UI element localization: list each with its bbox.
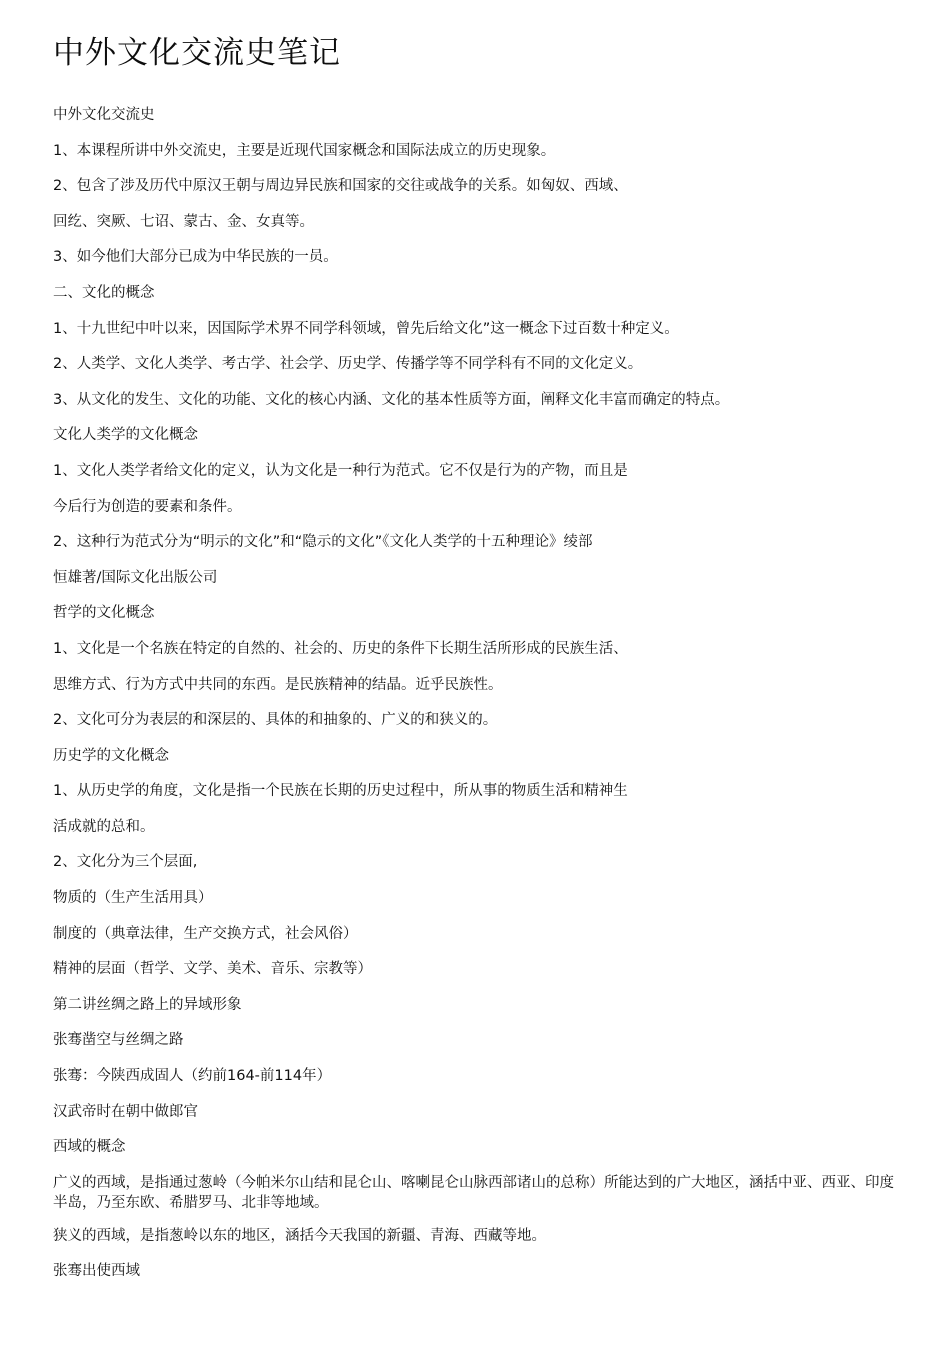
paragraph: 广义的西域，是指通过葱岭（今帕米尔山结和昆仑山、喀喇昆仑山脉西部诸山的总称）所能达到的广大地区，涵括中亚、西亚、印度半岛，乃至东欧、希腊罗马、北非等地域。 — [53, 1174, 894, 1211]
paragraph: 1、从历史学的角度，文化是指一个民族在长期的历史过程中，所从事的物质生活和精神生 — [53, 783, 628, 800]
paragraph: 活成就的总和。 — [53, 818, 155, 835]
document-title: 中外文化交流史笔记 — [53, 35, 341, 71]
paragraph: 3、如今他们大部分已成为中华民族的一员。 — [53, 249, 338, 266]
paragraph: 思维方式、行为方式中共同的东西。是民族精神的结晶。近乎民族性。 — [53, 676, 503, 693]
paragraph: 中外文化交流史 — [53, 107, 155, 123]
section-heading: 西域的概念 — [53, 1139, 126, 1156]
paragraph: 今后行为创造的要素和条件。 — [53, 498, 242, 515]
section-heading: 历史学的文化概念 — [53, 747, 169, 764]
paragraph: 恒雄著/国际文化出版公司 — [53, 569, 218, 586]
paragraph: 1、本课程所讲中外交流史，主要是近现代国家概念和国际法成立的历史现象。 — [53, 142, 556, 159]
paragraph: 2、文化分为三个层面, — [53, 854, 198, 871]
section-heading: 二、文化的概念 — [53, 284, 155, 301]
paragraph: 2、这种行为范式分为“明示的文化”和“隐示的文化”《文化人类学的十五种理论》绫部 — [53, 534, 593, 551]
paragraph: 1、文化是一个名族在特定的自然的、社会的、历史的条件下长期生活所形成的民族生活、 — [53, 640, 628, 657]
paragraph: 狭义的西域，是指葱岭以东的地区，涵括今天我国的新疆、青海、西藏等地。 — [53, 1227, 546, 1244]
paragraph: 2、人类学、文化人类学、考古学、社会学、历史学、传播学等不同学科有不同的文化定义。 — [53, 356, 643, 373]
section-heading: 第二讲丝绸之路上的异域形象 — [53, 996, 242, 1013]
paragraph: 3、从文化的发生、文化的功能、文化的核心内涵、文化的基本性质等方面，阐释文化丰富而确定的特点。 — [53, 391, 730, 408]
paragraph: 1、文化人类学者给文化的定义，认为文化是一种行为范式。它不仅是行为的产物，而且是 — [53, 462, 628, 479]
paragraph: 回纥、突厥、七诏、蒙古、金、女真等。 — [53, 213, 314, 230]
section-heading: 哲学的文化概念 — [53, 605, 155, 622]
section-heading: 文化人类学的文化概念 — [53, 427, 198, 444]
document-body — [53, 105, 895, 1297]
section-heading: 张骞凿空与丝绸之路 — [53, 1032, 184, 1049]
paragraph: 物质的（生产生活用具） — [53, 890, 213, 907]
paragraph: 1、十九世纪中叶以来，因国际学术界不同学科领域，曾先后给文化”这一概念下过百数十种定义。 — [53, 320, 679, 337]
paragraph: 张骞：今陕西成固人（约前164-前114年） — [53, 1068, 332, 1085]
paragraph: 制度的（典章法律，生产交换方式，社会风俗） — [53, 925, 358, 942]
paragraph: 2、包含了涉及历代中原汉王朝与周边异民族和国家的交往或战争的关系。如匈奴、西域、 — [53, 178, 628, 195]
section-heading: 张骞出使西域 — [53, 1263, 140, 1280]
paragraph: 汉武帝时在朝中做郎官 — [53, 1103, 198, 1120]
paragraph: 精神的层面（哲学、文学、美术、音乐、宗教等） — [53, 961, 372, 978]
paragraph: 2、文化可分为表层的和深层的、具体的和抽象的、广义的和狭义的。 — [53, 712, 498, 729]
